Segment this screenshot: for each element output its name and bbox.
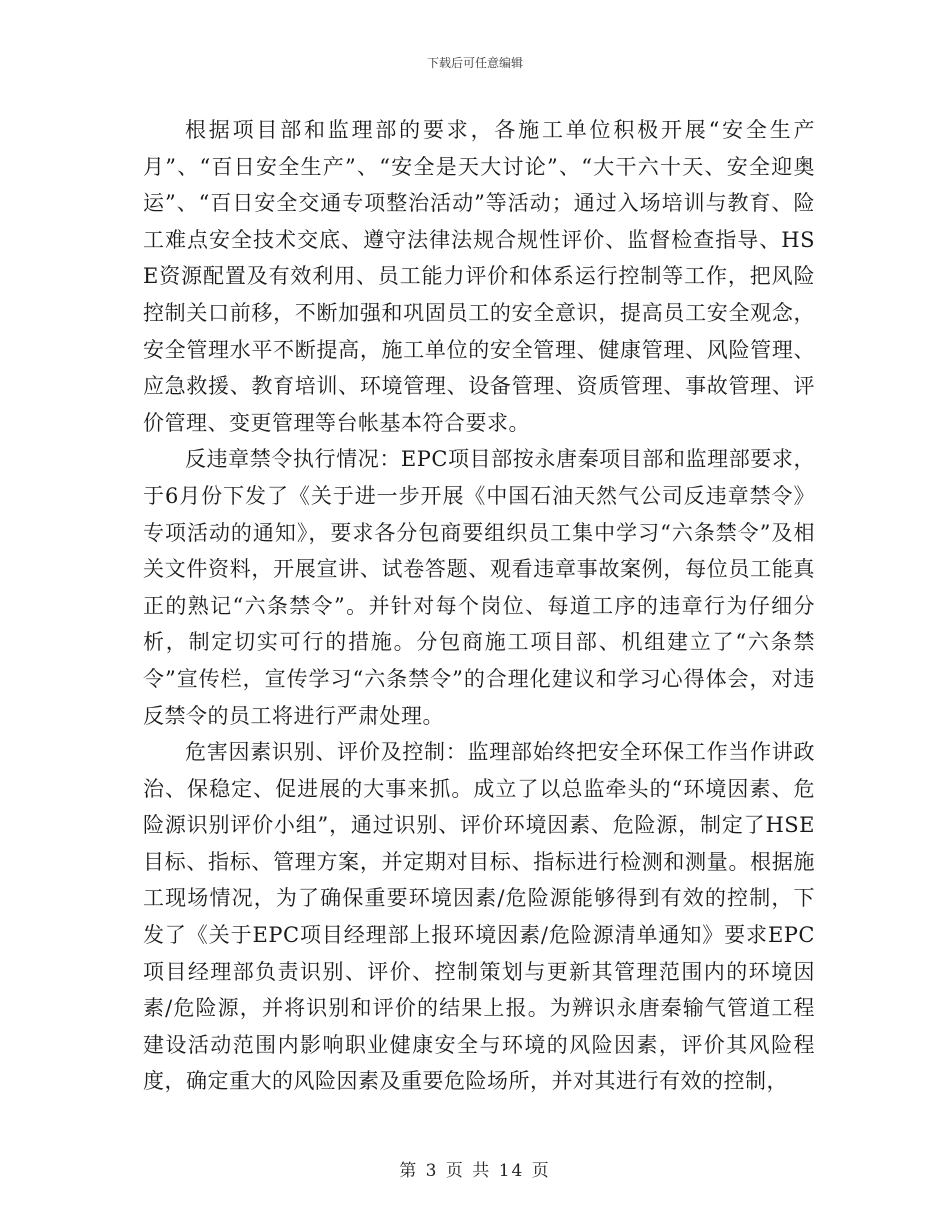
document-body bbox=[143, 112, 815, 1100]
paragraph-hazard-identification: 危害因素识别、评价及控制：监理部始终把安全环保工作当作讲政治、保稳定、促进展的大事来抓。成立了以总监牵头的“环境因素、危险源识别评价小组”，通过识别、评价环境因素、危险源，制定了HSE目标、指标、管理方案，并定期对目标、指标进行检测和测量。根据施工现场情况，为了确保重要环境因素/危险源能够得到有效的控制，下发了《关于EPC项目经理部上报环境因素/危险源清单通知》要求EPC项目经理部负责识别、评价、控制策划与更新其管理范围内的环境因素/危险源，并将识别和评价的结果上报。为辨识永唐秦输气管道工程建设活动范围内影响职业健康安全与环境的风险因素，评价其风险程度，确定重大的风险因素及重要危险场所，并对其进行有效的控制， bbox=[143, 740, 815, 1094]
page-header-note: 下载后可任意编辑 bbox=[426, 56, 523, 70]
page-footer: 第 3 页 共 14 页 bbox=[399, 1161, 551, 1181]
paragraph-safety-activities: 根据项目部和监理部的要求，各施工单位积极开展“安全生产月”、“百日安全生产”、“安全是天大讨论”、“大干六十天、安全迎奥运”、“百日安全交通专项整治活动”等活动；通过入场培训与教育、险工难点安全技术交底、遵守法律法规合规性评价、监督检查指导、HSE资源配置及有效利用、员工能力评价和体系运行控制等工作，把风险控制关口前移，不断加强和巩固员工的安全意识，提高员工安全观念，安全管理水平不断提高，施工单位的安全管理、健康管理、风险管理、应急救援、教育培训、环境管理、设备管理、资质管理、事故管理、评价管理、变更管理等台帐基本符合要求。 bbox=[143, 118, 815, 435]
paragraph-anti-violation: 反违章禁令执行情况：EPC项目部按永唐秦项目部和监理部要求，于6月份下发了《关于进一步开展《中国石油天然气公司反违章禁令》专项活动的通知》，要求各分包商要组织员工集中学习“六条禁令”及相关文件资料，开展宣讲、试卷答题、观看违章事故案例，每位员工能真正的熟记“六条禁令”。并针对每个岗位、每道工序的违章行为仔细分析，制定切实可行的措施。分包商施工项目部、机组建立了“六条禁令”宣传栏，宣传学习“六条禁令”的合理化建议和学习心得体会，对违反禁令的员工将进行严肃处理。 bbox=[143, 447, 815, 728]
